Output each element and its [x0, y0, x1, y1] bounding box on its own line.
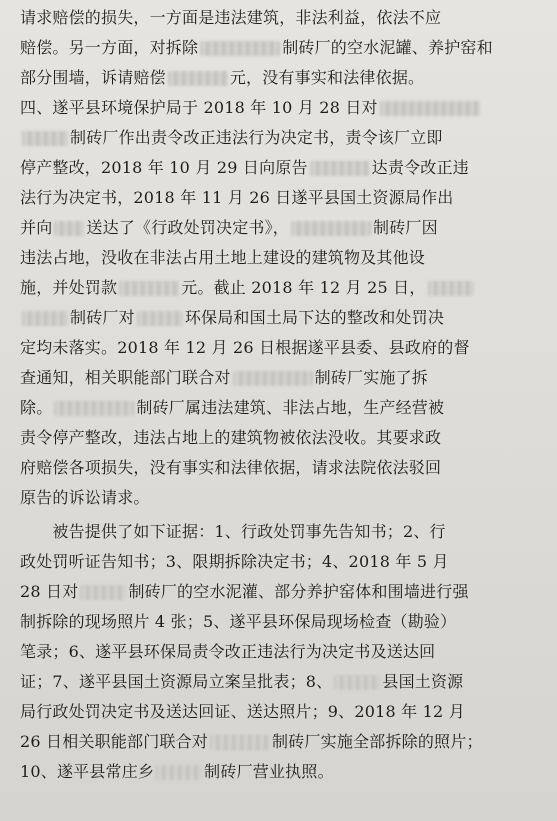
redacted-name [80, 585, 126, 600]
redacted-amount [119, 281, 179, 296]
redacted-name [200, 41, 280, 56]
text-line: 28 日对 制砖厂的空水泥灌、部分养护窑体和围墙进行强 [20, 582, 469, 601]
text-line: 10、遂平县常庄乡 制砖厂营业执照。 [20, 762, 334, 781]
text-line: 部分围墙，诉请赔偿 元，没有事实和法律依据。 [20, 68, 425, 87]
text-line: 除。 制砖厂属违法建筑、非法占地，生产经营被 [20, 398, 445, 417]
text-line: 违法占地，没收在非法占用土地上建设的建筑物及其他设 [20, 248, 426, 267]
redacted-name [310, 161, 370, 176]
redacted-name [156, 765, 202, 780]
text-line: 笔录；6、遂平县环保局责令改正违法行为决定书及送达回 [20, 642, 436, 661]
text-line: 政处罚听证告知书；3、限期拆除决定书；4、2018 年 5 月 [20, 552, 449, 571]
redacted-name [54, 221, 84, 236]
redacted-name [54, 401, 134, 416]
text-line: 法行为决定书，2018 年 11 月 26 日遂平县国土资源局作出 [20, 188, 454, 207]
redacted-name [22, 131, 68, 146]
text-line: 施，并处罚款 元。截止 2018 年 12 月 25 日， [20, 278, 551, 298]
text-line: 原告的诉讼请求。 [20, 488, 150, 507]
text-line: 赔偿。另一方面，对拆除 制砖厂的空水泥罐、养护窑和 [20, 38, 493, 57]
text-line: 四、遂平县环境保护局于 2018 年 10 月 28 日对 [20, 98, 551, 118]
redacted-name [428, 281, 474, 296]
redacted-name [291, 221, 371, 236]
text-line: 责令停产整改，违法占地上的建筑物被依法没收。其要求政 [20, 428, 442, 447]
redacted-name [380, 101, 480, 116]
redacted-amount [168, 71, 228, 86]
text-line: 制砖厂作出责令改正违法行为决定书，责令该厂立即 [20, 128, 551, 148]
text-line: 并向 送达了《行政处罚决定书》， 制砖厂因 [20, 218, 438, 237]
text-line: 请求赔偿的损失，一方面是违法建筑，非法利益，依法不应 [20, 8, 442, 27]
text-line: 被告提供了如下证据：1、行政处罚事先告知书；2、行 [20, 522, 446, 541]
text-line: 停产整改，2018 年 10 月 29 日向原告 达责令改正违 [20, 158, 469, 177]
text-line: 局行政处罚决定书及送达回证、送达照片；9、2018 年 12 月 [20, 702, 465, 721]
text-line: 查通知，相关职能部门联合对 制砖厂实施了拆 [20, 368, 429, 387]
text-line: 证；7、遂平县国土资源局立案呈批表；8、 县国土资源 [20, 672, 464, 691]
text-line: 府赔偿各项损失，没有事实和法律依据，请求法院依法驳回 [20, 458, 442, 477]
redacted-name [210, 735, 270, 750]
redacted-name [334, 675, 380, 690]
text-line: 26 日相关职能部门联合对 制砖厂实施全部拆除的照片； [20, 732, 483, 751]
redacted-name [233, 371, 313, 386]
text-line: 制拆除的现场照片 4 张；5、遂平县环保局现场检查（勘验） [20, 612, 457, 631]
text-line: 定均未落实。2018 年 12 月 26 日根据遂平县委、县政府的督 [20, 338, 470, 357]
text-line: 制砖厂对 环保局和国土局下达的整改和处罚决 [20, 308, 551, 328]
redacted-name [137, 311, 183, 326]
redacted-name [22, 311, 68, 326]
